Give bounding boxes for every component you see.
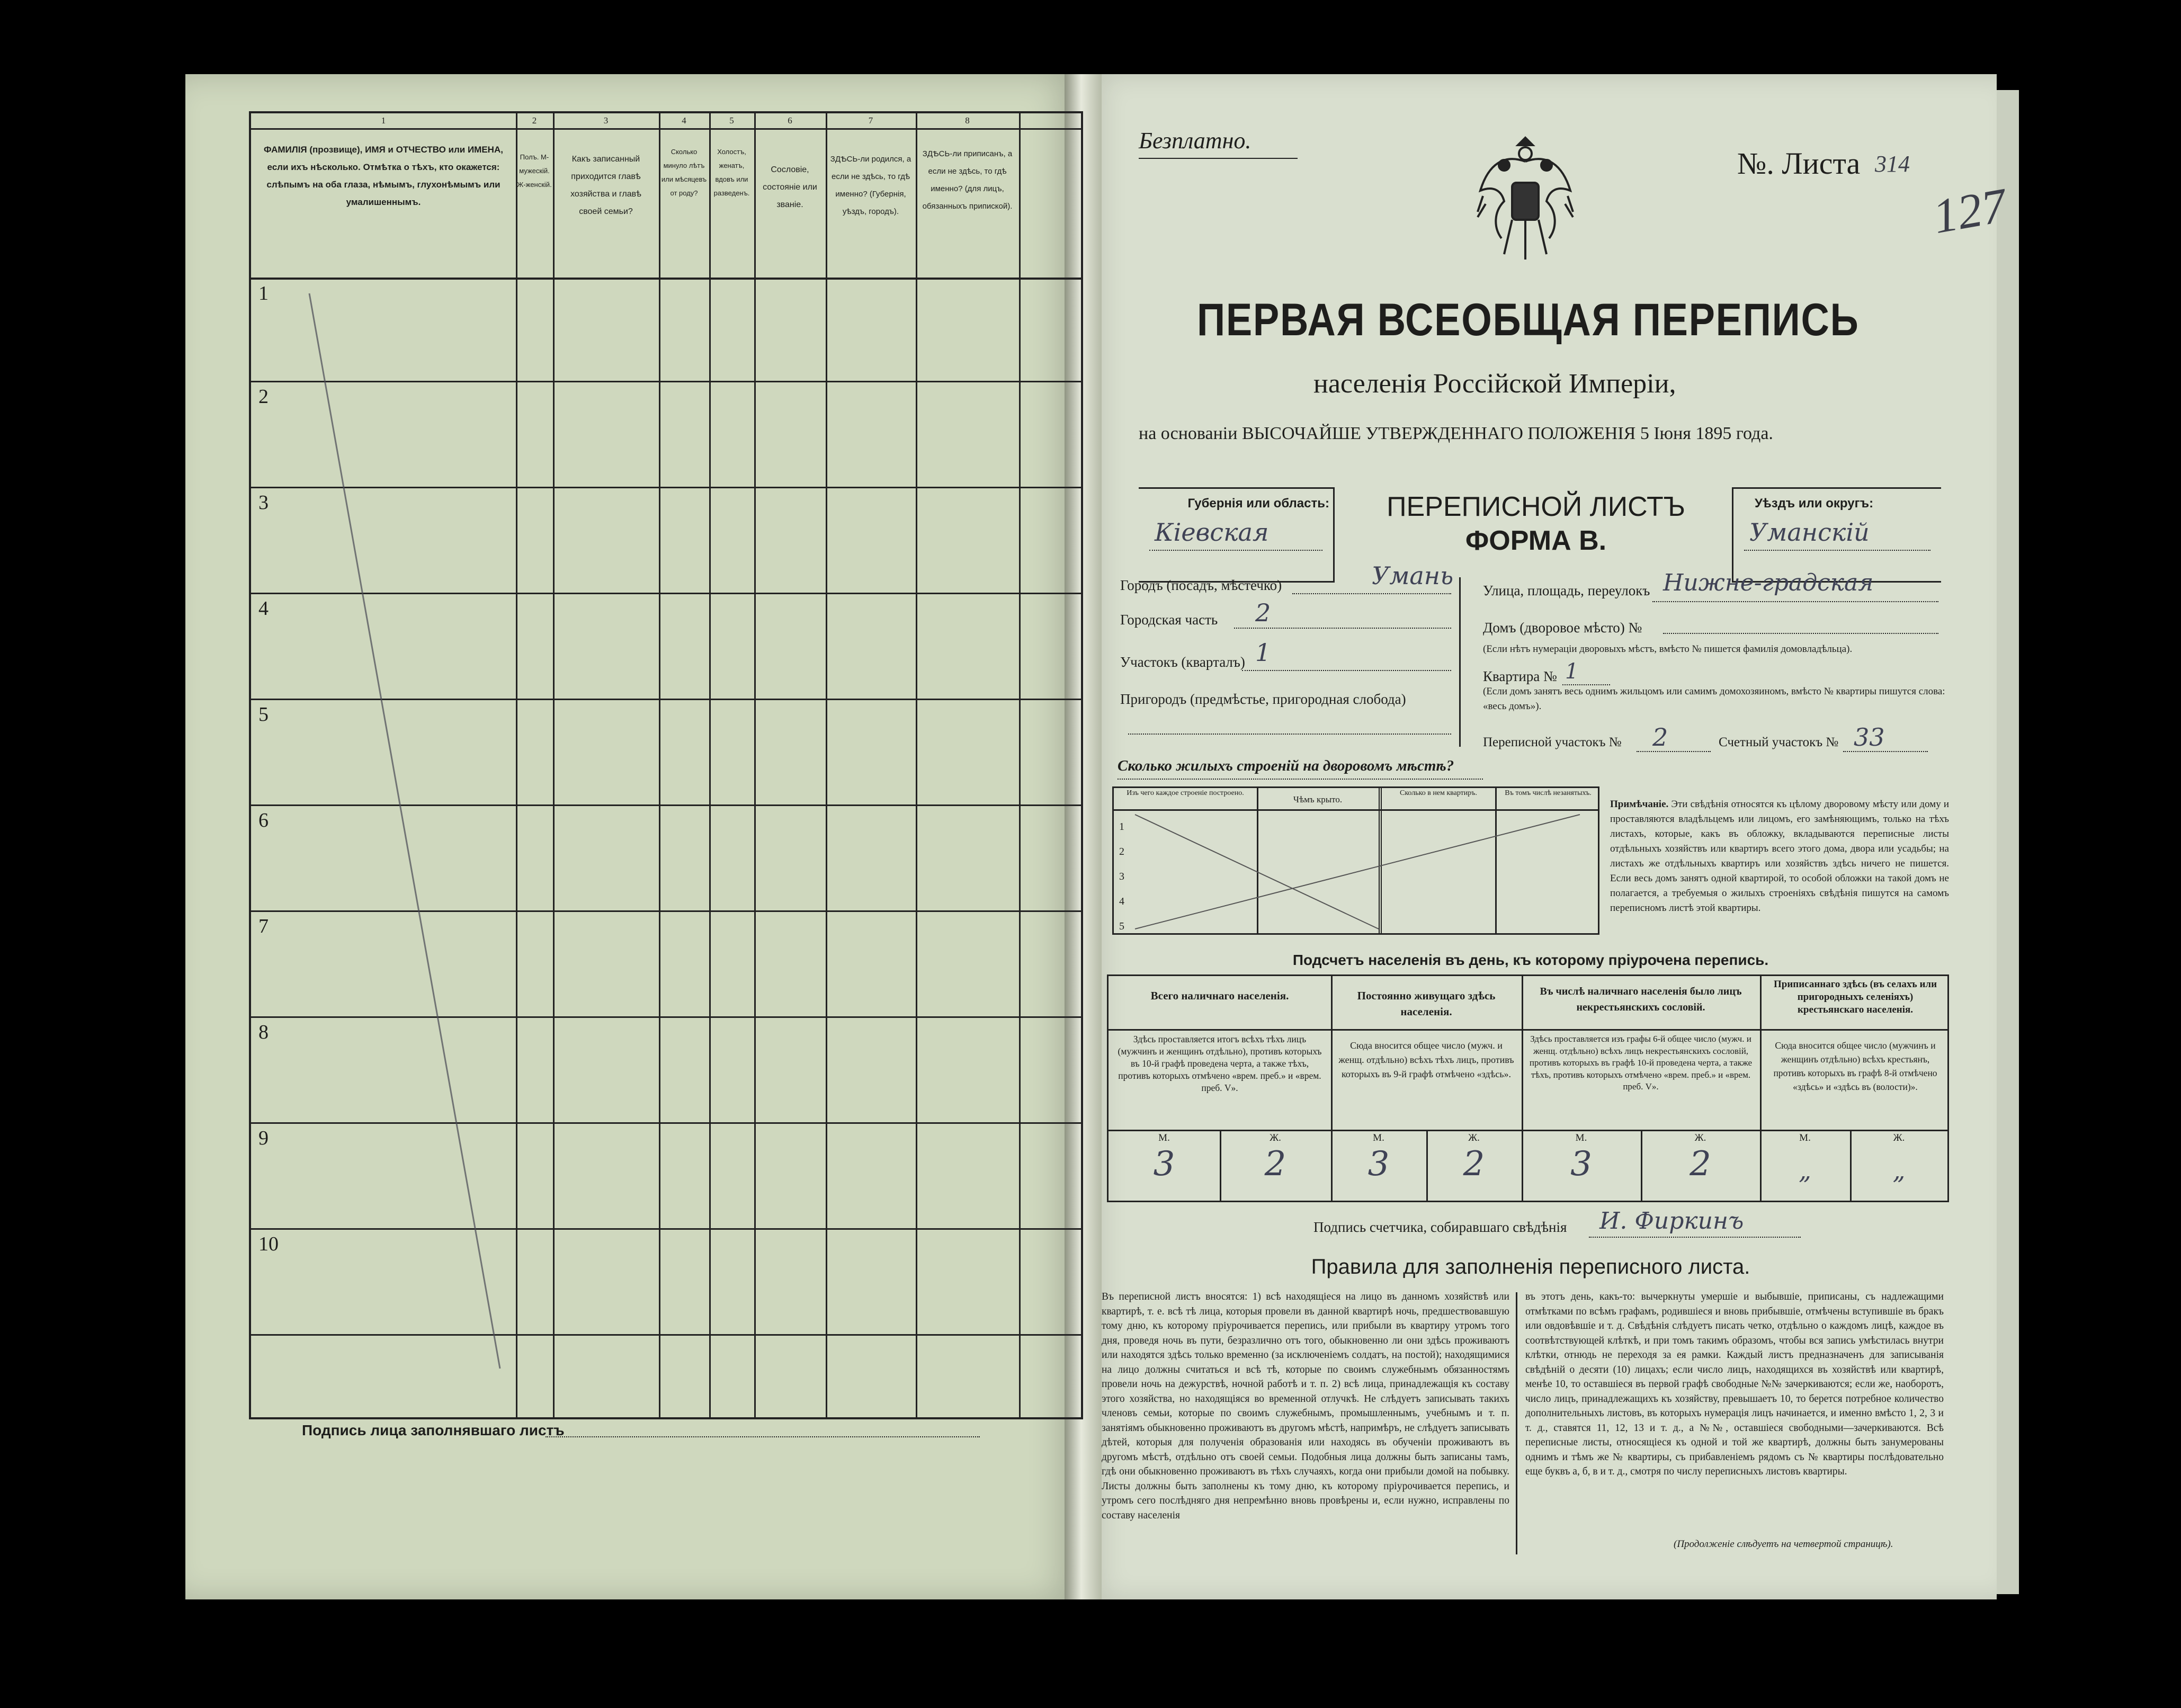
tally-head-non-peasant: Въ числѣ наличнаго населенія было лицъ некрестьянскихъ сословій. [1540,986,1742,1013]
tally-m-label: М. [1373,1132,1384,1143]
census-subtitle: населенія Россійской Имперіи, [1313,369,1676,399]
col-header-registration: ЗДѢСЬ-ли приписанъ, а если не здѣсь, то гдѣ именно? (для лицъ, обязанныхъ припиской). [922,149,1013,211]
census-title: ПЕРВАЯ ВСЕОБЩАЯ ПЕРЕПИСЬ [1197,294,1860,345]
tally-value-non-peasant-f: 2 [1690,1144,1711,1184]
quarter-value: 1 [1255,638,1271,667]
count-section-label: Счетный участокъ № [1719,735,1839,749]
row-number: 1 [258,282,269,305]
city-label: Городъ (посадъ, мѣстечко) [1120,577,1282,593]
house-note: (Если нѣтъ нумераціи дворовыхъ мѣстъ, вмѣсто № пишется фамилія домовладѣльца). [1483,643,1853,655]
note-title: Примѣчаніе. [1610,799,1669,810]
form-title-line-2: ФОРМА В. [1465,525,1607,556]
tally-head-permanent: Постоянно живущаго здѣсь населенія. [1357,989,1496,1018]
city-part-value: 2 [1255,598,1271,627]
buildings-row-number: 1 [1119,821,1124,833]
tally-value-peasant-m: „ [1799,1156,1811,1185]
district-label: Уѣздъ или округъ: [1755,496,1874,511]
quarter-label: Участокъ (кварталъ) [1120,654,1245,670]
row-number: 5 [258,703,269,726]
street-value: Нижне-градская [1663,569,1874,596]
tally-value-non-peasant-m: 3 [1570,1144,1592,1184]
house-label: Домъ (дворовое мѣсто) № [1483,620,1642,636]
buildings-cross-out [1114,809,1598,934]
province-box [1139,487,1335,583]
rules-left-column: Въ переписной листъ вносятся: 1) всѣ находящіеся на лицо въ данномъ хозяйствѣ или квартирѣ, т. е. всѣ тѣ лица, которыя провели въ данной квартирѣ ночь, предшествовавшую тому дню, къ которому пріурочивается перепись, или прибыли въ квартиру утромъ того дня, проведя ночь въ пути, безразлично отъ того, обыкновенно ли они здѣсь проживаютъ или находятся здѣсь только временно (за исключеніемъ солдатъ, на постой); находящимися на лицо должны считаться и всѣ тѣ, которые по своимъ служебнымъ обязанностямъ провели ночь на дежурствѣ, ночной работѣ и т. п. 2) всѣ лица, принадлежащія къ составу этого хозяйства, но находящіяся во временной отлучкѣ. Не слѣдуетъ записывать такихъ членовъ семьи, которые по своимъ служебнымъ, промышленнымъ, учебнымъ и т. п. занятіямъ обыкновенно проживаютъ въ другомъ мѣстѣ, напримѣръ, не слѣдуетъ записывать дѣтей, которыя для полученія образованія или находясь въ обученіи проживаютъ въ другомъ мѣстѣ, отдѣльно отъ своей семьи. Подобныя лица должны быть записаны тамъ, гдѣ они обыкновенно проживаютъ въ тѣхъ случаяхъ, когда они прибыли домой на побывку. Листы должны быть заполнены къ тому дню, къ которому пріурочивается перепись, и утромъ сего послѣдняго дня непремѣнно вновь провѣрены и, если нужно, исправлены по составу населенія [1102,1291,1509,1521]
row-number: 2 [258,386,269,408]
tally-desc-permanent: Сюда вносится общее число (мужч. и женщ. отдѣльно) всѣхъ тѣхъ лицъ, противъ которыхъ въ 9-й графѣ отмѣчено «здѣсь». [1338,1040,1514,1079]
tally-title: Подсчетъ населенія въ день, къ которому пріурочена перепись. [1292,952,1769,968]
counter-signature: И. Фиркинъ [1599,1208,1744,1235]
tally-head-present: Всего наличнаго населенія. [1150,989,1289,1002]
tally-f-label: Ж. [1468,1132,1480,1143]
row-number: 9 [258,1127,269,1149]
sheet-number-label: №. Листа [1737,146,1861,181]
legal-basis: на основаніи ВЫСОЧАЙШЕ УТВЕРЖДЕННАГО ПОЛОЖЕНІЯ 5 Іюня 1895 года. [1139,424,1773,443]
col-header-estate: Сословіе, состояніе или званіе. [763,165,817,209]
col-num-7: 7 [868,115,873,126]
buildings-note [1610,797,1949,916]
rules-right-column: въ этотъ день, какъ-то: вычеркнуты умершіе и выбывшіе, приписаны, съ надлежащими отмѣтками по всѣмъ графамъ, родившіеся и вновь прибывшіе, отмѣчены вступившіе въ бракъ или овдовѣвшіе и т. д. Свѣдѣнія слѣдуетъ писать четко, отдѣльно о каждомъ лицѣ, каждое въ соотвѣтствующей клѣткѣ, и при томъ такимъ образомъ, чтобы вся запись умѣстилась внутри клѣтки, отнюдь не переходя за ея рамки. Каждый листъ предназначенъ для записыванія свѣдѣній о десяти (10) лицахъ; если число лицъ, находящихся въ хозяйствѣ или квартирѣ, менѣе 10, то оставшіеся въ первой графѣ свободные №№ зачеркиваются; если же, наоборотъ, число лицъ, принадлежащихъ къ хозяйству, превышаетъ 10, то берется потребное количество дополнительныхъ листовъ, въ которыхъ нумерація лицъ начинается, и именно вмѣсто 1, 2, 3 и т. д., ставятся 11, 12, 13 и т. д., а №№, оставшіеся свободными—зачеркиваются. Всѣ переписные листы, относящіеся къ одной и той же квартирѣ, должны быть занумерованы однимъ и тѣмъ же № квартиры, съ прибавленіемъ рядомъ съ № квартиры послѣдовательно еще буквъ а, б, в и т. д., смотря по числу переписныхъ листовъ квартиры. [1525,1291,1944,1477]
census-section-label: Переписной участокъ № [1483,735,1622,749]
free-underline [1139,158,1298,159]
note-text: Эти свѣдѣнія относятся къ цѣлому дворовому мѣсту или дому и проставляются владѣльцемъ или лицомъ, его замѣняющимъ, только на тѣхъ листахъ, которые, какъ въ обложку, вкладываются переписные листы отдѣльныхъ хозяйствъ или квартиръ всего этого дома, двора или усадьбы; на листахъ же отдѣльныхъ квартиръ или хозяйствъ здѣсь ничего не пишется. Если весь домъ занятъ одной квартирой, то особой обложки на такой домъ не полагается, а требуемыя о жилыхъ строеніяхъ свѣдѣнія пишутся на самомъ переписномъ листѣ этой квартиры. [1610,799,1950,914]
row-number: 10 [258,1233,279,1255]
buildings-header-material: Изъ чего каждое строеніе построено. [1127,789,1244,797]
buildings-header-roof: Чѣмъ крыто. [1293,794,1343,804]
person-table [249,111,1083,1419]
left-page-content [185,74,1075,1599]
buildings-row-number: 5 [1119,920,1124,932]
col-header-birthplace: ЗДѢСЬ-ли родился, а если не здѣсь, то гдѣ именно? (Губернія, уѣздъ, городъ). [830,155,911,216]
tally-head-peasant: Приписаннаго здѣсь (въ селахъ или пригородныхъ селеніяхъ) крестьянскаго населенія. [1773,979,1937,1015]
filler-signature-line [546,1436,980,1437]
apartment-label: Квартира № [1483,668,1557,684]
tally-value-permanent-f: 2 [1463,1144,1485,1184]
apartment-value: 1 [1565,659,1579,684]
tally-m-label: М. [1799,1132,1811,1143]
form-title-line-1: ПЕРЕПИСНОЙ ЛИСТЪ [1387,491,1685,522]
rules-title: Правила для заполненія переписного листа. [1311,1255,1750,1278]
tally-value-peasant-f: „ [1892,1156,1906,1185]
tally-m-label: М. [1158,1132,1170,1143]
city-value: Умань [1372,561,1454,590]
city-part-label: Городская часть [1120,612,1218,628]
col-header-relation: Какъ записанный приходится главѣ хозяйства и главѣ своей семьи? [570,155,641,216]
province-label: Губернія или область: [1187,496,1329,511]
tally-desc-non-peasant: Здѣсь проставляется изъ графы 6-й общее число (мужч. и женщ. отдѣльно) всѣхъ лицъ некрестьянскихъ сословій, противъ которыхъ въ графѣ 10-й проведена черта, а также тѣхъ, противъ которыхъ отмѣчено «врем. преб.» и «врем. преб. V». [1529,1034,1753,1092]
row-number: 4 [258,597,269,620]
free-label: Безплатно. [1139,128,1252,154]
tally-f-label: Ж. [1893,1132,1905,1143]
tally-desc-peasant: Сюда вносится общее число (мужчинъ и женщинъ отдѣльно) всѣхъ крестьянъ, противъ которыхъ въ графѣ 8-й отмѣчено «здѣсь» и «здѣсь въ (волости)». [1773,1040,1937,1092]
buildings-header-apartments: Сколько в нем квартиръ. [1400,789,1477,797]
strike-through-mark [251,113,1085,1421]
tally-f-label: Ж. [1694,1132,1706,1143]
buildings-row-number: 2 [1119,846,1124,857]
row-number: 8 [258,1021,269,1043]
counter-signature-label: Подпись счетчика, собиравшаго свѣдѣнія [1313,1219,1567,1235]
tally-m-label: М. [1575,1132,1587,1143]
imperial-eagle-emblem [1472,132,1578,270]
count-section-value: 33 [1854,723,1885,752]
suburb-label: Пригородъ (предмѣстье, пригородная слобода) [1120,691,1406,707]
col-num-4: 4 [682,115,686,126]
census-section-value: 2 [1652,723,1668,752]
buildings-row-number: 4 [1119,896,1124,907]
apartment-note: (Если домъ занятъ весь однимъ жильцомъ или самимъ домохозяиномъ, вмѣсто № квартиры пишутся слова: «весь домъ»). [1483,686,1945,712]
buildings-header-vacant: Въ томъ числѣ незанятыхъ. [1505,789,1592,797]
row-number: 6 [258,809,269,831]
buildings-row-number: 3 [1119,871,1124,882]
district-box [1732,487,1941,583]
province-value: Кіевская [1155,518,1269,547]
archive-number: 127 [1929,177,2010,244]
row-number: 3 [258,491,269,514]
rules-continued-note: (Продолженіе слѣдуетъ на четвертой страницѣ). [1674,1539,1893,1550]
col-num-2: 2 [532,115,537,126]
col-num-1: 1 [381,115,386,126]
address-divider [1459,577,1461,747]
filler-signature-label: Подпись лица заполнявшаго листъ [302,1422,565,1438]
col-header-name: ФАМИЛІЯ (прозвище), ИМЯ и ОТЧЕСТВО или ИМЕНА, если ихъ нѣсколько. Отмѣтка о тѣхъ, кто окажется: слѣпымъ на оба глаза, нѣмымъ, глухонѣмымъ или умалишеннымъ. [264,145,503,207]
col-num-8: 8 [965,115,970,126]
col-num-6: 6 [788,115,792,126]
col-header-age: Сколько минуло лѣтъ или мѣсяцевъ от роду? [661,148,707,197]
tally-table [1107,974,1949,1202]
tally-desc-present: Здѣсь проставляется итогъ всѣхъ тѣхъ лицъ (мужчинъ и женщинъ отдѣльно), противъ которыхъ въ 10-й графѣ проведена черта, а также тѣхъ, противъ которыхъ отмѣчено «врем. преб.» и «врем. преб. V». [1118,1034,1322,1093]
row-number: 7 [258,915,269,937]
tally-f-label: Ж. [1270,1132,1281,1143]
district-value: Уманскій [1749,518,1870,547]
buildings-table [1112,786,1599,935]
col-num-5: 5 [729,115,734,126]
rules-divider [1516,1292,1517,1554]
buildings-question: Сколько жилыхъ строеній на дворовомъ мѣстѣ? [1118,757,1454,774]
sheet-number-value: 314 [1875,151,1910,177]
street-label: Улица, площадь, переулокъ [1483,583,1650,598]
tally-value-present-m: 3 [1153,1144,1175,1184]
tally-value-present-f: 2 [1264,1144,1286,1184]
form-title [1366,490,1705,558]
col-header-sex: Полъ. М-мужескій. Ж-женскій. [517,153,552,189]
col-num-3: 3 [603,115,609,126]
tally-value-permanent-m: 3 [1367,1144,1390,1184]
col-header-marital: Холостъ, женатъ, вдовъ или разведенъ. [713,148,750,197]
